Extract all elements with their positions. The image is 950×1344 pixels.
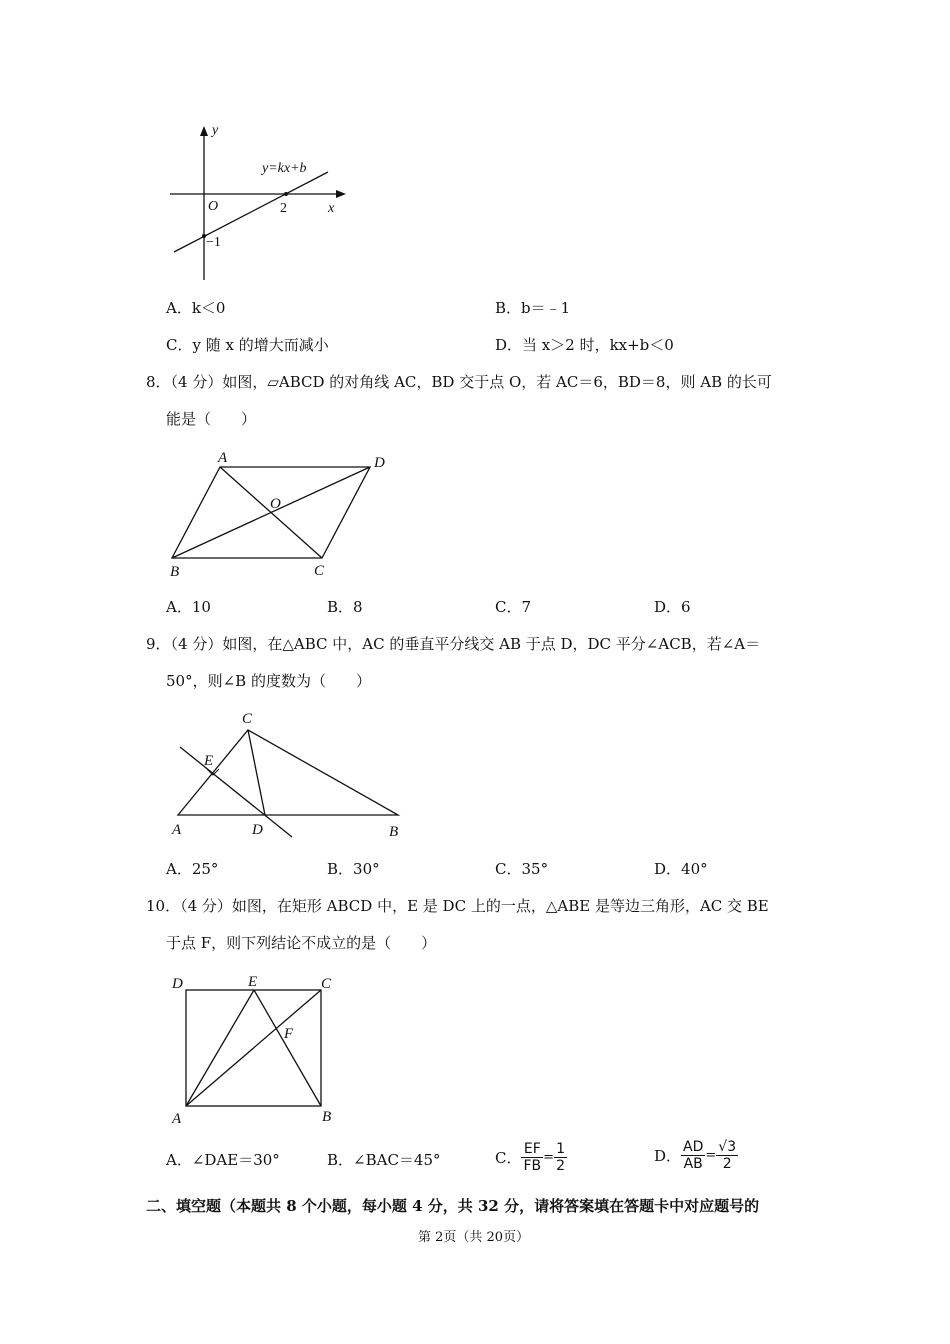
q8-option-d: D．6	[654, 598, 691, 616]
q10-option-c-den: FB	[523, 1158, 542, 1174]
label-c: C	[242, 711, 253, 727]
q9-option-c: C．35°	[495, 860, 549, 878]
q9-option-a: A．25°	[166, 860, 219, 878]
segment-dc	[248, 730, 265, 815]
segment-eb	[254, 990, 321, 1106]
q10-option-c-right-fraction	[554, 1141, 567, 1174]
y-axis-label: y	[212, 123, 219, 138]
q9-stem-line2: 50°，则∠B 的度数为（ ）	[166, 672, 371, 690]
x-axis-arrow	[336, 190, 346, 198]
q9-option-b: B．30°	[327, 860, 380, 878]
q8-option-b: B．8	[327, 598, 363, 616]
label-c: C	[314, 563, 325, 579]
q10-option-d-rnum: √3	[718, 1139, 737, 1155]
q8-option-c: C．7	[495, 598, 532, 616]
q7-option-d: D．当 x＞2 时，kx+b＜0	[495, 336, 674, 354]
diagonal-bd	[172, 467, 370, 558]
segment-ae	[186, 990, 254, 1106]
y-intercept-label: −1	[206, 235, 221, 250]
line-y-kx-b	[174, 172, 328, 252]
q10-option-c-prefix: C．	[495, 1148, 522, 1167]
q7-option-b: B．b＝﹣1	[495, 299, 571, 317]
q10-option-c-rden: 2	[556, 1158, 565, 1174]
q9-stem-line1: 9．（4 分）如图，在△ABC 中，AC 的垂直平分线交 AB 于点 D，DC 平分∠ACB，若∠A＝	[146, 635, 761, 653]
label-d: D	[252, 822, 263, 838]
q7-option-a: A．k＜0	[166, 299, 226, 317]
q10-option-c-num: EF	[521, 1141, 543, 1158]
x-axis-label: x	[328, 201, 335, 216]
q10-option-c-left-fraction	[521, 1141, 543, 1174]
q10-option-a: A．∠DAE＝30°	[166, 1151, 280, 1169]
x-intercept-label: 2	[280, 201, 287, 216]
q10-option-c-eq: =	[543, 1149, 555, 1165]
q7-option-c: C．y 随 x 的增大而减小	[166, 336, 329, 354]
q10-option-b: B．∠BAC＝45°	[327, 1151, 441, 1169]
line-label: y=kx+b	[262, 161, 307, 176]
q9-option-d: D．40°	[654, 860, 708, 878]
q8-figure	[160, 445, 400, 580]
q10-option-d-rden: 2	[722, 1156, 732, 1172]
q10-option-d-prefix: D．	[654, 1146, 682, 1165]
q10-option-c-rnum: 1	[556, 1141, 565, 1157]
q10-option-c	[495, 1141, 567, 1174]
label-b: B	[170, 564, 180, 580]
page-footer: 第 2页（共 20页）	[418, 1230, 530, 1245]
q10-figure	[160, 968, 350, 1128]
label-d: D	[172, 976, 183, 992]
q10-option-d-den: AB	[683, 1156, 703, 1172]
label-e: E	[248, 974, 258, 990]
q10-stem-line2: 于点 F，则下列结论不成立的是（ ）	[166, 934, 437, 952]
q8-stem-line2: 能是（ ）	[166, 410, 257, 428]
q10-option-d-right-fraction	[716, 1139, 738, 1172]
label-o: O	[270, 496, 281, 512]
q10-option-d-left-fraction	[681, 1139, 705, 1172]
q7-figure	[160, 120, 360, 285]
x-intercept-point	[284, 192, 288, 196]
q8-stem-line1: 8．（4 分）如图，▱ABCD 的对角线 AC，BD 交于点 O，若 AC＝6，BD＝8，则 AB 的长可	[146, 373, 772, 391]
label-f: F	[284, 1026, 294, 1042]
section-2-heading: 二、填空题（本题共 8 个小题，每小题 4 分，共 32 分，请将答案填在答题卡中对应题号的	[146, 1197, 760, 1215]
y-axis-arrow	[200, 126, 208, 136]
q8-option-a: A．10	[166, 598, 211, 616]
label-d: D	[374, 455, 385, 471]
label-a: A	[172, 1111, 182, 1127]
label-b: B	[322, 1109, 332, 1125]
q10-option-d-num: AD	[683, 1139, 704, 1155]
label-b: B	[389, 824, 399, 840]
diagonal-ac	[186, 990, 321, 1106]
q10-option-d	[654, 1139, 738, 1172]
label-e: E	[204, 753, 214, 769]
q9-figure	[160, 705, 410, 840]
label-a: A	[172, 822, 182, 838]
q10-option-d-eq: =	[705, 1147, 717, 1163]
q10-stem-line1: 10．（4 分）如图，在矩形 ABCD 中，E 是 DC 上的一点，△ABE 是等边三角形，AC 交 BE	[146, 897, 769, 915]
label-a: A	[218, 450, 228, 466]
label-c: C	[321, 976, 332, 992]
origin-label: O	[208, 199, 219, 214]
